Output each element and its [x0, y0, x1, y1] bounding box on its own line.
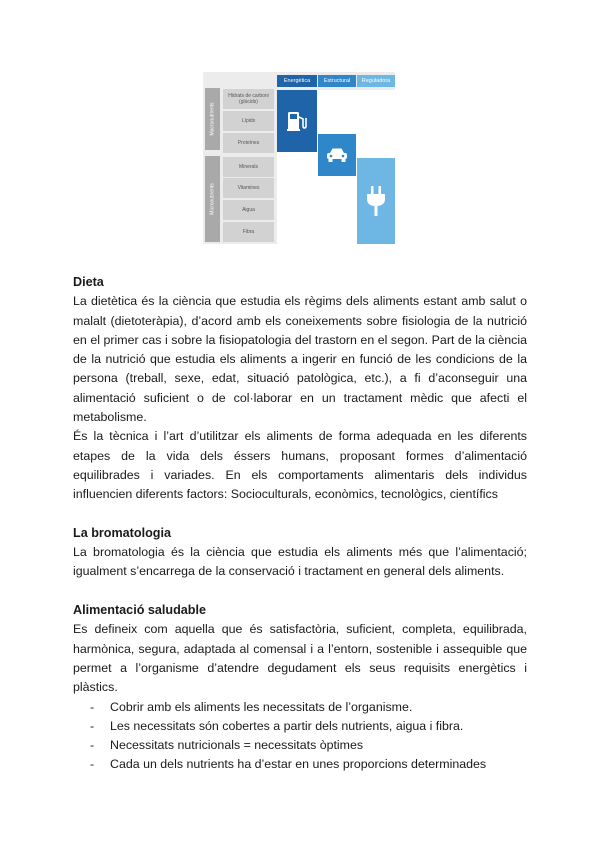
cell-fibra: Fibra: [223, 222, 274, 242]
cell-lipids: Lípids: [223, 111, 274, 131]
heading-bromatologia: La bromatologia: [73, 525, 171, 540]
cell-aigua: Aigua: [223, 200, 274, 220]
plug-icon: [365, 185, 387, 217]
list-item: - Cobrir amb els aliments les necessitats de l’organisme.: [73, 698, 527, 717]
cell-minerals: Minerals: [223, 157, 274, 177]
header-estructural: Estructural: [318, 75, 356, 87]
document-body: [73, 273, 527, 775]
bromatologia-paragraph: La bromatologia és la ciència que estudia els aliments més que l’alimentació; igualment s’encarrega de la conservació i tractament en general dels aliments.: [73, 545, 527, 579]
dieta-paragraph-2: És la tècnica i l’art d’utilitzar els aliments de forma adequada en les diferents etapes de la vida dels éssers humans, proposant formes d’alimentació equilibrades i variades. En els comportaments alimentaris dels individus influencien diferents factors: Socioculturals, econòmics, tecnològics, científics: [73, 429, 527, 502]
list-item: - Les necessitats són cobertes a partir dels nutrients, aigua i fibra.: [73, 717, 527, 736]
saludable-paragraph: Es defineix com aquella que és satisfactòria, suficient, completa, equilibrada, harmònica, segura, adaptada al comensal i a l’entorn, sostenible i assequible que permet a l’organisme d’atendre degudament els seus requisits energètics i plàstics.: [73, 622, 527, 695]
car-icon: [325, 146, 349, 164]
cell-vitamines: Vitamines: [223, 178, 274, 198]
fuel-pump-icon: [286, 109, 308, 133]
list-item: - Cada un dels nutrients ha d’estar en unes proporcions determinades: [73, 755, 527, 774]
heading-alimentacio-saludable: Alimentació saludable: [73, 603, 206, 618]
dieta-paragraph-1: La dietètica és la ciència que estudia els règims dels aliments estant amb salut o malalt (dietoteràpia), d’acord amb els coneixements sobre fisiologia de la nutrició en el primer cas i sobre la fisiopatologia del trastorn en el segon. Part de la ciència de la nutrició que estudia els aliments a ingerir en funció de les condicions de la persona (treball, sexe, edat, situació patològica, etc.), a fi d’aconseguir una alimentació suficient o de col·laborar en un tractament mèdic que afecti el metabolisme.: [73, 294, 527, 425]
cell-proteines: Proteïnes: [223, 133, 274, 153]
header-reguladora: Reguladora: [357, 75, 395, 87]
heading-dieta: Dieta: [73, 275, 104, 289]
header-energetica: Energètica: [277, 75, 317, 87]
energetica-block: [277, 90, 317, 152]
saludable-bullet-list: [73, 698, 527, 775]
reguladora-block: [357, 158, 395, 244]
nutrients-function-figure: [203, 72, 395, 244]
list-item: - Necessitats nutricionals = necessitats òptimes: [73, 736, 527, 755]
group-micronutrients: Micronutrients: [205, 156, 220, 242]
estructural-block: [318, 134, 356, 176]
group-macronutrients: Macronutrients: [205, 88, 220, 150]
cell-glucids: Hidrats de carboni (glúcids): [223, 89, 274, 109]
